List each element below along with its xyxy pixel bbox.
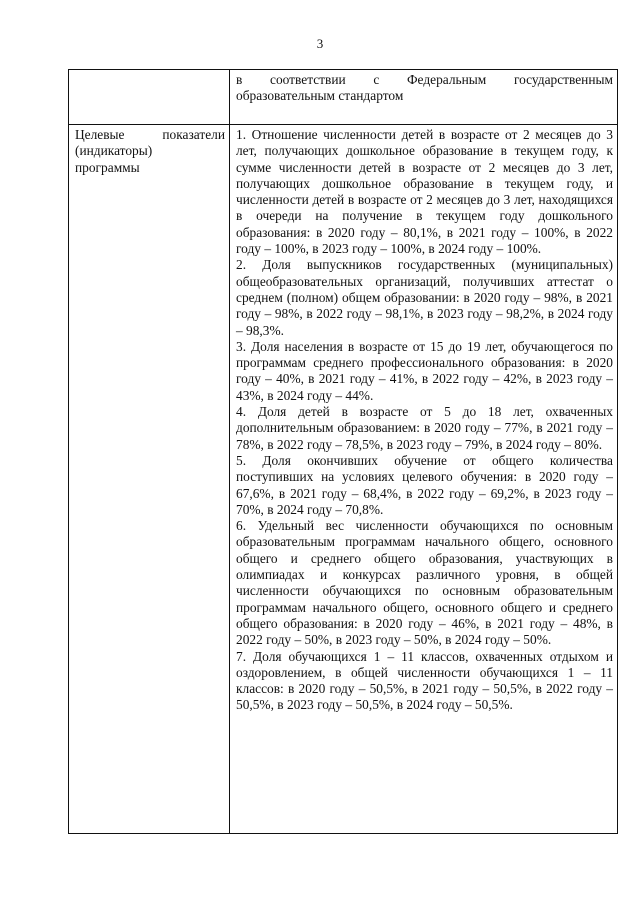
indicator-item-4: 4. Доля детей в возрасте от 5 до 18 лет, охваченных дополнительным образованием: в 2020 году – 77%, в 2021 году – 78%, в 2022 году – 78,5%, в 2023 году – 79%, в 2024 году – 80%.: [236, 404, 613, 452]
program-passport-table: [68, 69, 618, 834]
indicator-item-3: 3. Доля населения в возрасте от 15 до 19 лет, обучающегося по программам среднего профессионального образования: в 2020 году – 40%, в 2021 году – 41%, в 2022 году – 42%, в 2023 году – 43%, в 2024 году – 44%.: [236, 338, 613, 403]
target-indicators-list: [230, 125, 618, 834]
label-line-3: программы: [75, 159, 140, 175]
label-line-1: Целевые показатели: [75, 127, 225, 142]
table-cell-standard-text: [230, 70, 618, 125]
indicator-item-2: 2. Доля выпускников государственных (муниципальных) общеобразовательных организаций, получивших аттестат о среднем (полном) общем образовании: в 2020 году – 98%, в 2021 году – 98%, в 2022 году – 98,1%, в 2023 году – 98,2%, в 2024 году – 98,3%.: [236, 257, 613, 338]
standard-text-line-2: образовательным стандартом: [236, 88, 404, 104]
indicator-item-7: 7. Доля обучающихся 1 – 11 классов, охваченных отдыхом и оздоровлением, в общей численности обучающихся 1 – 11 классов: в 2020 году – 50,5%, в 2021 году – 50,5%, в 2022 году – 50,5%, в 2023 году – 50,5%, в 2024 году – 50,5%.: [236, 648, 613, 713]
target-indicators-label: [69, 125, 230, 834]
table-row-standard: [69, 70, 618, 125]
indicator-item-6: 6. Удельный вес численности обучающихся по основным образовательным программам начального общего, основного общего и среднего общего образования, участвующих в олимпиадах и конкурсах различного уровня, в общей численности обучающихся по основным образовательным программам начального общего, основного общего и среднего общего образования: в 2020 году – 46%, в 2021 году – 48%, в 2022 году – 50%, в 2023 году – 50%, в 2024 году – 50%.: [236, 518, 613, 648]
indicator-item-5: 5. Доля окончивших обучение от общего количества поступивших на условиях целевого обучения: в 2020 году – 67,6%, в 2021 году – 68,4%, в 2022 году – 69,2%, в 2023 году – 70%, в 2024 году – 70,8%.: [236, 452, 613, 517]
indicator-item-1: 1. Отношение численности детей в возрасте от 2 месяцев до 3 лет, получающих дошкольное образование в текущем году, к сумме численности детей в возрасте от 2 месяцев до 3 лет, получающих дошкольное образование в текущем году, и численности детей в возрасте от 2 месяцев до 3 лет, находящихся в очереди на получение в текущем году дошкольного образования: в 2020 году – 80,1%, в 2021 году – 100%, в 2022 году – 100%, в 2023 году – 100%, в 2024 году – 100%.: [236, 127, 613, 257]
page-number: 3: [316, 36, 324, 51]
label-line-2: (индикаторы): [75, 143, 153, 159]
table-cell-empty-label: [69, 70, 230, 125]
table-row-target-indicators: [69, 125, 618, 834]
standard-text-line-1: в соответствии с Федеральным государственным: [236, 72, 613, 87]
